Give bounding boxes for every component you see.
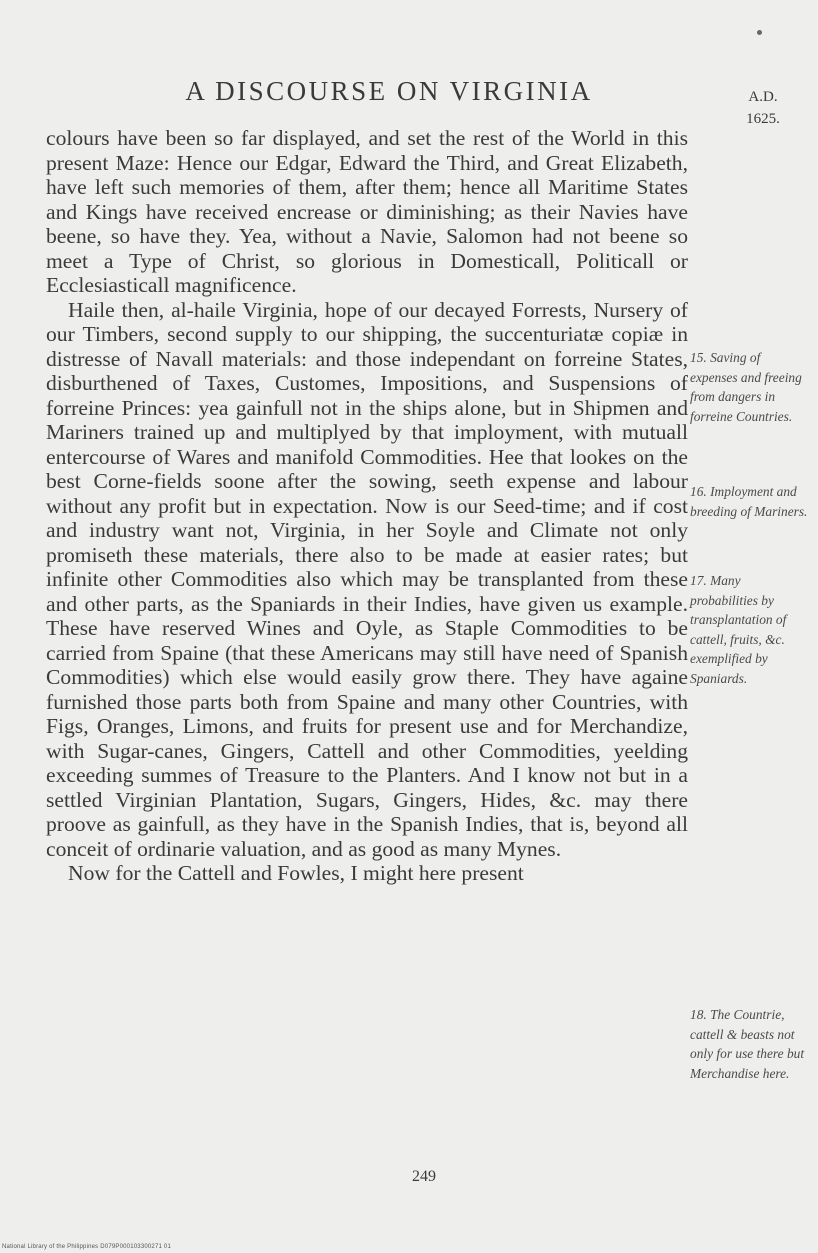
paragraph-2: Haile then, al-haile Virginia, hope of our decayed Forrests, Nursery of our Timbers, second supply to our shipping, the succenturiatæ copiæ in distresse of Navall materials: and those independant on forreine States, disburthened of Taxes, Customes, Impositions, and Suspensions of forreine Princes: yea gainfull not in the ships alone, but in Shipmen and Mariners trained up and multiplyed by that imployment, with mutuall entercourse of Wares and manifold Commodities. Hee that lookes on the best Corne-fields soone after the sowing, seeth expense and labour without any profit but in expectation. Now is our Seed-time; and if cost and industry want not, Virginia, in her Soyle and Climate not only promiseth these materials, there also to be made at easier rates; but infinite other Commodities also which may be transplanted from these and other parts, as the Spaniards in their Indies, have given us example. These have reserved Wines and Oyle, as Staple Commodities to be carried from Spaine (that these Americans may still have need of Spanish Commodities) which else would easily grow there. They have againe furnished those parts both from Spaine and many other Countries, with Figs, Oranges, Limons, and fruits for present use and for Merchandize, with Sugar-canes, Gingers, Cattell and other Commodities, yeelding exceeding summes of Treasure to the Planters. And I know not but in a settled Virginian Plantation, Sugars, Gingers, Hides, &c. may there proove as gainfull, as they have in the Spanish Indies, that is, beyond all conceit of ordinarie valuation, and as good as many Mynes.: [46, 297, 688, 861]
library-footer: National Library of the Philippines D079P000103300271 01: [2, 1244, 171, 1250]
date-block: [728, 86, 798, 130]
running-title: A DISCOURSE ON VIRGINIA: [185, 76, 593, 106]
margin-note-18: 18. The Countrie, cattell & beasts not only for use there but Merchandise here.: [690, 1007, 805, 1081]
paragraph-1: colours have been so far displayed, and set the rest of the World in this present Maze: Hence our Edgar, Edward the Third, and Great Elizabeth, have left such memories of them, after them; hence all Maritime States and Kings have received encrease or diminishing; as their Navies have beene, so have they. Yea, without a Navie, Salomon had not beene so meet a Type of Christ, so glorious in Domesticall, Politicall or Ecclesiasticall magnificence.: [46, 126, 688, 297]
paragraph-3: Now for the Cattell and Fowles, I might here present: [68, 861, 524, 885]
date-year: 1625.: [746, 111, 780, 127]
margin-note-15: 15. Saving of expenses and freeing from dangers in forreine Countries.: [690, 350, 802, 424]
ink-speck: [757, 30, 762, 35]
date-label: A.D.: [748, 89, 778, 105]
margin-note-17: 17. Many probabilities by transplantation of cattell, fruits, &c. exemplified by Spaniards.: [690, 573, 787, 686]
page-number: 249: [412, 1168, 436, 1185]
margin-note-16: 16. Imployment and breeding of Mariners.: [690, 484, 808, 519]
body-text: [46, 126, 688, 886]
